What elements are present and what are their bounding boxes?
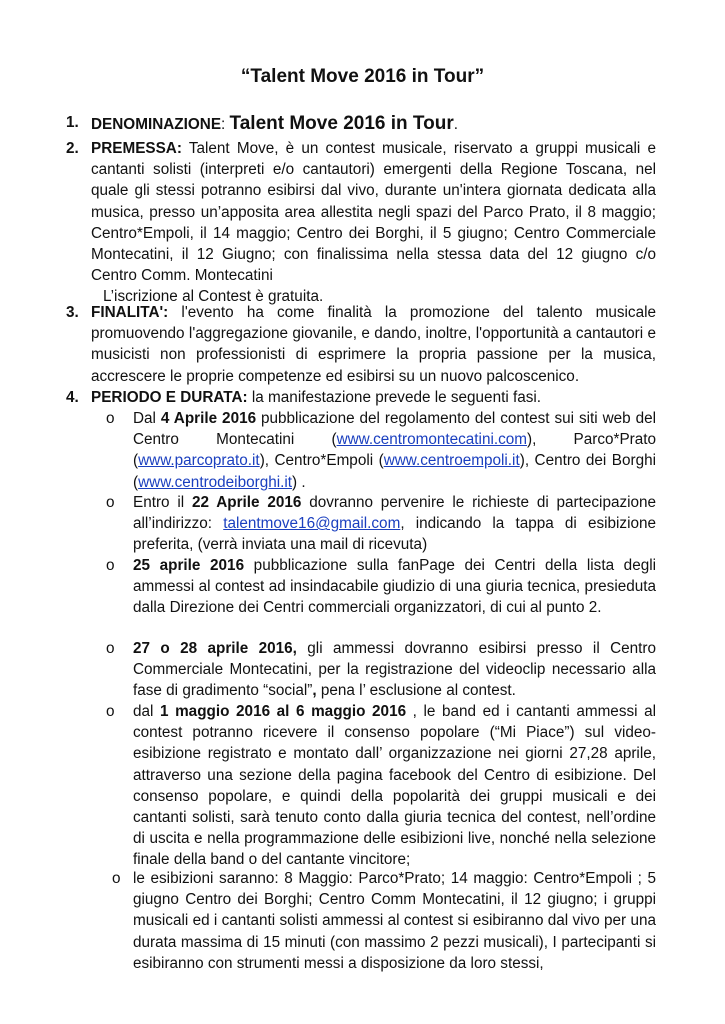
- item-text: pubblicazione sulla fanPage dei Centri della lista degli ammessi al contest ad insindacabile giudizio di una giuria tecnica, presieduta dalla Direzione dei Centri commerciali organizzatori, di cui al punto 2.: [133, 557, 657, 617]
- list-item: [106, 408, 656, 493]
- section-4: [66, 387, 656, 408]
- section-text: l'evento ha come finalità la promozione del talento musicale promuovendo l'aggregazione giovanile, e dando, inoltre, l'opportunità a cantautori e musicisti non professionisti di esprimere la propria passione per la musica, accrescere le proprie competenze ed esibirsi su un nuovo palcoscenico.: [91, 304, 656, 385]
- date-highlight: 1 maggio 2016 al 6 maggio 2016: [160, 703, 407, 720]
- link-centroempoli[interactable]: www.centroempoli.it: [383, 452, 520, 470]
- list-item: [106, 701, 656, 871]
- item-text: le esibizioni saranno: 8 Maggio: Parco*Prato; 14 maggio: Centro*Empoli ; 5 giugno Centro dei Borghi; Centro Comm Montecatini, il 12 giugno; i gruppi musicali ed i cantanti solisti ammessi al contest si esibiranno dal vivo per una durata massima di 15 minuti (con massimo 2 pezzi musicali), I partecipanti si esibiranno con strumenti messi a disposizione da loro stessi,: [133, 870, 656, 972]
- item-text: Dal: [133, 410, 161, 427]
- label-separator: :: [221, 116, 226, 133]
- document-title: “Talent Move 2016 in Tour”: [240, 66, 485, 87]
- item-text: dal: [133, 703, 160, 720]
- date-highlight: 22 Aprile 2016: [191, 494, 302, 511]
- end-period: .: [453, 116, 458, 133]
- bullet-marker: o: [106, 640, 115, 657]
- item-text: ,: [312, 682, 317, 700]
- item-text: pubblicazione del regolamento del contest sui siti web del Centro Montecatini (: [133, 410, 656, 449]
- item-text: pena l’ esclusione al contest.: [316, 682, 516, 700]
- section-text: Talent Move, è un contest musicale, riservato a gruppi musicali e cantanti solisti (interpreti e/o cantautori) emergenti della Regione Toscana, nel quale gli stessi potranno esibirsi dal vivo, durante un'intera giornata dedicata alla musica, presso un’apposita area allestita negli spazi del Parco Prato, il 8 maggio; Centro*Empoli, il 14 maggio; Centro dei Borghi, il 5 giugno; Centro Commerciale Montecatini, il 12 Giugno; con finalissima nella stessa data del 12 giugno c/o Centro Comm. Montecatini: [91, 140, 656, 285]
- section-label: PREMESSA:: [91, 140, 182, 157]
- section-label: DENOMINAZIONE: [91, 116, 222, 133]
- registration-note: L’iscrizione al Contest è gratuita.: [103, 288, 324, 306]
- bullet-marker: o: [106, 494, 115, 511]
- list-item: [106, 492, 656, 556]
- bullet-marker: o: [106, 410, 115, 427]
- item-text: Entro il: [133, 494, 192, 511]
- contest-name: Talent Move 2016 in Tour: [229, 113, 454, 134]
- section-number: 4.: [66, 389, 79, 406]
- section-text: la manifestazione prevede le seguenti fasi.: [247, 389, 542, 406]
- bullet-marker: o: [106, 557, 115, 574]
- list-item: [112, 868, 656, 974]
- item-text: , indicando la tappa di esibizione preferita, (verrà inviata una mail di ricevuta): [133, 515, 656, 554]
- list-item: [106, 555, 656, 619]
- link-centrodeiborghi[interactable]: www.centrodeiborghi.it: [138, 473, 293, 491]
- list-item: [106, 638, 656, 702]
- item-text: , le band ed i cantanti ammessi al contest potranno ricevere il consenso popolare (“Mi Piace”) sul video-esibizione registrato e montato dall’ organizzazione nei giorni 27,28 aprile, attraverso una sezione della pagina facebook del Centro di esibizione. Del consenso popolare, e quindi della popolarità dei gruppi musicali e dei cantanti solisti, sarà tenuto conto dalla giuria tecnica del contest, nell’ordine di uscita e nella programmazione delle esibizioni live, nonché nella selezione finale della band o del cantante vincitore;: [133, 703, 656, 869]
- bullet-marker: o: [106, 703, 115, 720]
- email-link[interactable]: talentmove16@gmail.com: [223, 515, 401, 533]
- item-text: dovranno pervenire le richieste di partecipazione all’indirizzo:: [133, 494, 657, 533]
- section-label: PERIODO E DURATA:: [91, 389, 248, 406]
- item-text: ), Centro dei Borghi (: [133, 452, 657, 491]
- bullet-marker: o: [112, 870, 121, 887]
- section-2: [66, 138, 656, 308]
- section-number: 1.: [66, 114, 79, 131]
- link-centromontecatini[interactable]: www.centromontecatini.com: [336, 431, 528, 449]
- section-number: 2.: [66, 140, 79, 157]
- link-parcoprato[interactable]: www.parcoprato.it: [138, 452, 260, 470]
- date-highlight: 4 Aprile 2016: [160, 410, 257, 427]
- item-text: gli ammessi dovranno esibirsi presso il Centro Commerciale Montecatini, per la registrazione del videoclip necessario alla fase di gradimento “social”: [133, 640, 657, 700]
- section-1: [66, 112, 656, 137]
- item-text: ) .: [292, 473, 306, 491]
- item-text: ), Parco*Prato (: [133, 431, 657, 470]
- section-3: [66, 302, 656, 387]
- date-highlight: 25 aprile 2016: [133, 557, 245, 574]
- date-highlight: 27 o 28 aprile 2016,: [133, 640, 297, 657]
- section-number: 3.: [66, 304, 79, 321]
- item-text: ), Centro*Empoli (: [259, 452, 384, 470]
- section-label: FINALITA':: [91, 304, 169, 321]
